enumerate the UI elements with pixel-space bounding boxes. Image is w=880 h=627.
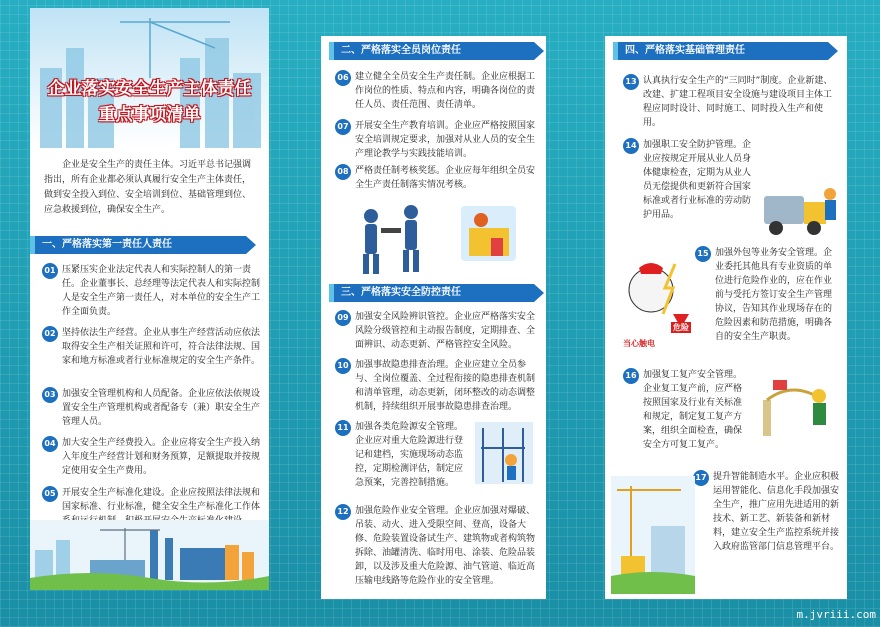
danger-sign-label: 危险 [673, 323, 689, 332]
item-number-badge: 12 [335, 504, 351, 520]
item-number-badge: 10 [335, 358, 351, 374]
item-number-badge: 03 [42, 387, 58, 403]
item-number-badge: 11 [335, 420, 351, 436]
item-number-badge: 15 [695, 246, 711, 262]
item-number-badge: 02 [42, 326, 58, 342]
item-12 [335, 504, 540, 588]
item-number-badge: 08 [335, 164, 351, 180]
item-number-badge: 09 [335, 310, 351, 326]
watermark: m.jvriii.com [796, 608, 876, 621]
item-number-badge: 04 [42, 436, 58, 452]
workers-training-illustration [341, 198, 531, 278]
scaffolding-worker-illustration [473, 418, 535, 488]
inspection-worker-illustration [753, 370, 843, 440]
item-09 [335, 310, 540, 352]
item-text: 压紧压实企业法定代表人和实际控制人的第一责任。企业董事长、总经理等法定代表人和实际控制人是安全生产第一责任人，对本单位的安全生产工作全面负责。 [62, 265, 261, 317]
intro-paragraph: 企业是安全生产的责任主体。习近平总书记强调指出，所有企业都必须认真履行安全生产主体责任，做到安全投入到位、安全培训到位、基础管理到位、应急救援到位，确保安全生产。 [44, 160, 252, 215]
section-1-heading: 一、严格落实第一责任人责任 [30, 236, 246, 254]
item-text: 严格责任制考核奖惩。企业应每年组织全员安全生产责任制落实情况考核。 [355, 166, 536, 190]
item-text: 加强安全风险辨识管控。企业应严格落实安全风险分级管控和主动报告制度，定期排查、全面辨识、动态更新、严格管控安全风险。 [355, 312, 536, 350]
item-text: 加强职工安全防护管理。企业应按规定开展从业人员身体健康检查，定期为从业人员无偿提供和更新符合国家标准或者行业标准的劳动防护用品。 [643, 140, 752, 220]
item-text: 认真执行安全生产的“三同时”制度。企业新建、改建、扩建工程项目安全设施与建设项目主体工程应同时设计、同时施工、同时投入生产和使用。 [643, 76, 833, 128]
document-title-line-2: 重点事项清单 [98, 105, 201, 125]
construction-site-illustration [611, 476, 695, 594]
item-number-badge: 05 [42, 486, 58, 502]
item-13 [623, 74, 835, 130]
item-06 [335, 70, 540, 112]
item-text: 加大安全生产经费投入。企业应将安全生产投入纳入年度生产经营计划和财务预算，足额提取并按规定使用安全生产费用。 [62, 438, 261, 476]
item-10 [335, 358, 540, 414]
truck-worker-illustration [760, 166, 842, 246]
item-text: 加强各类危险源安全管理。企业应对重大危险源进行登记和建档，实施现场动态监控，定期检测评估，制定应急预案，完善控制措施。 [355, 422, 464, 488]
item-text: 加强事故隐患排查治理。企业应建立全员参与、全岗位覆盖、全过程衔接的隐患排查机制和清单管理，动态更新，闭环整改的动态调整机制，持续组织开展事故隐患排查治理。 [355, 360, 536, 412]
panel-3 [605, 36, 847, 599]
item-number-badge: 06 [335, 70, 351, 86]
item-number-badge: 07 [335, 119, 351, 135]
panel-1 [30, 8, 269, 590]
item-14 [623, 138, 758, 222]
item-text: 加强安全管理机构和人员配备。企业应依法依规设置安全生产管理机构或者配备专（兼）职安全生产管理人员。 [62, 389, 261, 427]
document-title-line-1: 企业落实安全生产主体责任 [47, 79, 252, 99]
item-02 [42, 326, 260, 368]
section-2-heading: 二、严格落实全员岗位责任 [329, 42, 534, 60]
item-01 [42, 263, 260, 319]
factory-skyline-illustration [30, 520, 269, 590]
item-16 [623, 368, 748, 452]
item-number-badge: 01 [42, 263, 58, 279]
item-04 [42, 436, 260, 478]
electric-shock-caption: 当心触电 [623, 339, 655, 348]
section-4-heading: 四、严格落实基础管理责任 [613, 42, 828, 60]
item-text: 开展安全生产标准化建设。企业应按照法律法规和国家标准、行业标准，健全安全生产标准化工作体 [62, 488, 261, 512]
item-07 [335, 119, 540, 161]
item-number-badge: 17 [693, 470, 709, 486]
item-text: 加强外包等业务安全管理。企业委托其他具有专业资质的单位进行危险作业的，应在作业前与受托方签订安全生产管理协议，告知其作业现场存在的危险因素和防范措施，明确各自的安全生产职责。 [715, 248, 833, 342]
panel-2 [321, 36, 546, 599]
item-11 [335, 420, 465, 490]
section-3-heading: 三、严格落实安全防控责任 [329, 284, 534, 302]
item-text: 加强危险作业安全管理。企业应加强对爆破、吊装、动火、进入受限空间、登高，设备大修、危险装置设备试生产、建筑物或者构筑物拆除、油罐清洗、临时用电、涂装、危险品装卸，以及涉及重大危险源、油气管道、临近高压输电线路等危险作业的安全管理。 [355, 506, 536, 586]
item-number-badge: 14 [623, 138, 639, 154]
item-17 [693, 470, 841, 554]
item-15 [695, 246, 840, 344]
item-text: 提升智能制造水平。企业应积极运用智能化、信息化手段加强安全生产，推广应用先进适用的新技术、新工艺、新装备和新材料，建立安全生产监控系统并接入政府监管部门信息管理平台。 [713, 472, 840, 552]
item-text: 加强复工复产安全管理。企业复工复产前，应严格按照国家及行业有关标准和规定，制定复工复产方案，组织全面检查，确保安全方可复工复产。 [643, 370, 743, 450]
item-08 [335, 164, 540, 192]
item-text: 开展安全生产教育培训。企业应严格按照国家安全培训规定要求，加强对从业人员的安全生产理论教学与实践技能培训。 [355, 121, 536, 159]
item-number-badge: 13 [623, 74, 639, 90]
item-text: 建立健全全员安全生产责任制。企业应根据工作岗位的性质、特点和内容，明确各岗位的责任人员、责任范围、责任清单。 [355, 72, 536, 110]
item-03 [42, 387, 260, 429]
item-text: 坚持依法生产经营。企业从事生产经营活动应依法取得安全生产相关证照和许可，符合法律法规、国家和地方标准或者行业标准规定的安全生产条件。 [62, 328, 261, 366]
item-number-badge: 16 [623, 368, 639, 384]
